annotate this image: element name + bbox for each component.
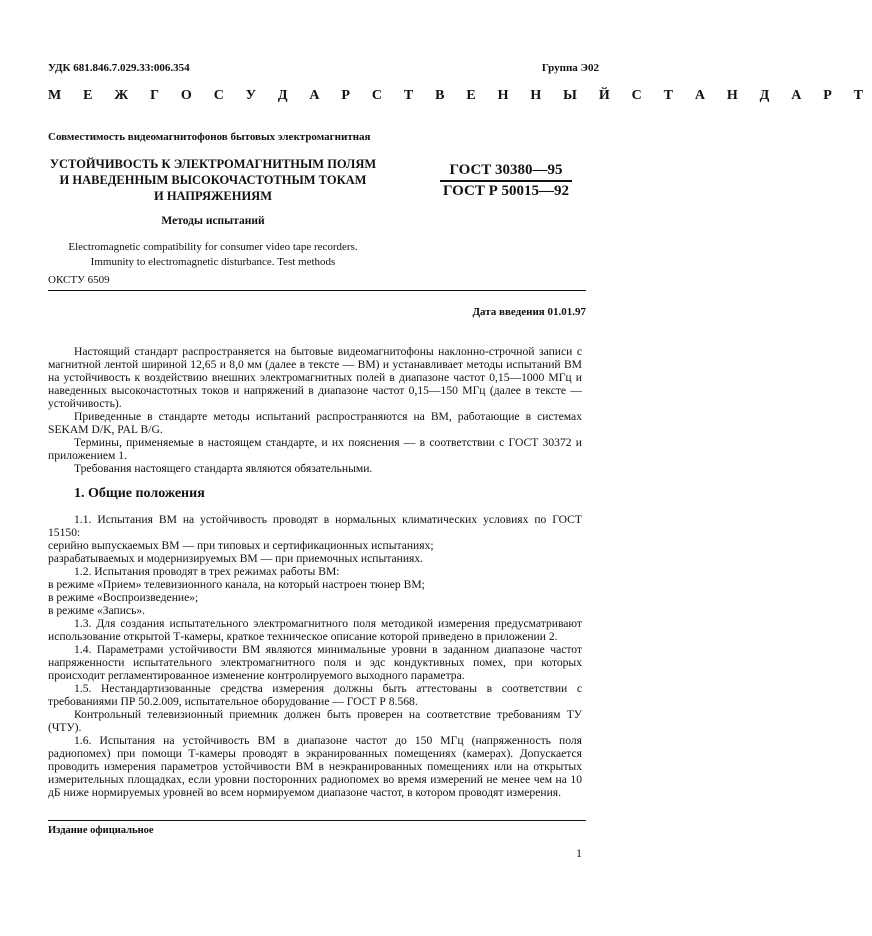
- list-item: серийно выпускаемых ВМ — при типовых и сертификационных испытаниях;: [48, 539, 434, 552]
- english-title-line: Electromagnetic compatibility for consumer video tape recorders.: [68, 241, 358, 253]
- introduction-date: Дата введения 01.01.97: [472, 306, 586, 318]
- document-title: [48, 156, 378, 204]
- title-line: УСТОЙЧИВОСТЬ К ЭЛЕКТРОМАГНИТНЫМ ПОЛЯМ: [49, 157, 377, 171]
- list-item: в режиме «Воспроизведение»;: [48, 591, 199, 604]
- paragraph: Термины, применяемые в настоящем стандарте, и их пояснения — в соответствии с ГОСТ 30372 и приложением 1.: [48, 436, 582, 462]
- clause: 1.5. Нестандартизованные средства измерения должны быть аттестованы в соответствии с требованиями ПР 50.2.009, испытательное оборудование — ГОСТ Р 8.568.: [48, 682, 582, 708]
- clause: 1.2. Испытания проводят в трех режимах работы ВМ:: [74, 565, 340, 578]
- methods-subtitle: Методы испытаний: [161, 215, 265, 227]
- section-heading: 1. Общие положения: [74, 486, 205, 501]
- gost-number: ГОСТ 30380—95: [449, 162, 563, 178]
- gost-r-number: ГОСТ Р 50015—92: [442, 182, 570, 199]
- english-title: [48, 240, 378, 269]
- page-number: 1: [576, 846, 582, 860]
- compatibility-heading: Совместимость видеомагнитофонов бытовых электромагнитная: [48, 131, 371, 143]
- paragraph: Приведенные в стандарте методы испытаний распространяются на ВМ, работающие в системах SEKAM D/K, PAL B/G.: [48, 410, 582, 436]
- title-line: И НАВЕДЕННЫМ ВЫСОКОЧАСТОТНЫМ ТОКАМ: [59, 173, 367, 187]
- english-title-line: Immunity to electromagnetic disturbance. Test methods: [90, 255, 336, 268]
- clause: Контрольный телевизионный приемник должен быть проверен на соответствие требованиям ТУ (ЧТУ).: [48, 708, 582, 734]
- paragraph: Требования настоящего стандарта являются обязательными.: [74, 462, 373, 475]
- list-item: в режиме «Прием» телевизионного канала, на который настроен тюнер ВМ;: [48, 578, 425, 591]
- clause: 1.6. Испытания на устойчивость ВМ в диапазоне частот до 150 МГц (напряженность поля радиопомех) при помощи Т-камеры проводят в экранированных помещениях (камерах). Допускается проводить измерения параметров устойчивости ВМ в неэкранированных помещениях или на открытых измерительных площадках, если уровни посторонних радиопомех во время измерений не менее чем на 10 дБ ниже нормируемых уровней во всем нормируемом диапазоне частот, в котором проводят измерения.: [48, 734, 582, 799]
- title-line: И НАПРЯЖЕНИЯМ: [153, 189, 273, 203]
- official-edition-label: Издание официальное: [48, 825, 154, 836]
- udk-code: УДК 681.846.7.029.33:006.354: [48, 62, 190, 74]
- clause: 1.1. Испытания ВМ на устойчивость проводят в нормальных климатических условиях по ГОСТ 15150:: [48, 513, 582, 539]
- footer-divider: [48, 820, 586, 821]
- header-divider: [48, 290, 586, 291]
- gost-divider: [440, 180, 572, 182]
- clause: 1.3. Для создания испытательного электромагнитного поля методикой измерения предусматривают использование открытой Т-камеры, краткое техническое описание которой приведено в приложении 2.: [48, 617, 582, 643]
- okstu-code: ОКСТУ 6509: [48, 274, 110, 286]
- clause: 1.4. Параметрами устойчивости ВМ являются минимальные уровни в заданном диапазоне частот напряженности испытательного электромагнитного поля и эдс кондуктивных помех, при которых происходит регламентированное изменение контролируемого выходного параметра.: [48, 643, 582, 682]
- interstate-standard-banner: М Е Ж Г О С У Д А Р С Т В Е Н Н Ы Й С Т А Н Д А Р Т: [48, 88, 872, 103]
- list-item: разрабатываемых и модернизируемых ВМ — при приемочных испытаниях.: [48, 552, 424, 565]
- paragraph: Настоящий стандарт распространяется на бытовые видеомагнитофоны наклонно-строчной записи с магнитной лентой шириной 12,65 и 8,0 мм (далее в тексте — ВМ) и устанавливает методы испытаний ВМ на устойчивость к воздействию внешних электромагнитных полей в диапазоне частот 0,15—1000 МГц и наведенных высокочастотных токов и напряжений в диапазоне частот 0,15—150 МГц (далее в тексте — устойчивость).: [48, 345, 582, 410]
- document-body: [48, 345, 582, 799]
- group-code: Группа Э02: [541, 62, 599, 74]
- gost-designation: [436, 162, 576, 200]
- list-item: в режиме «Запись».: [48, 604, 146, 617]
